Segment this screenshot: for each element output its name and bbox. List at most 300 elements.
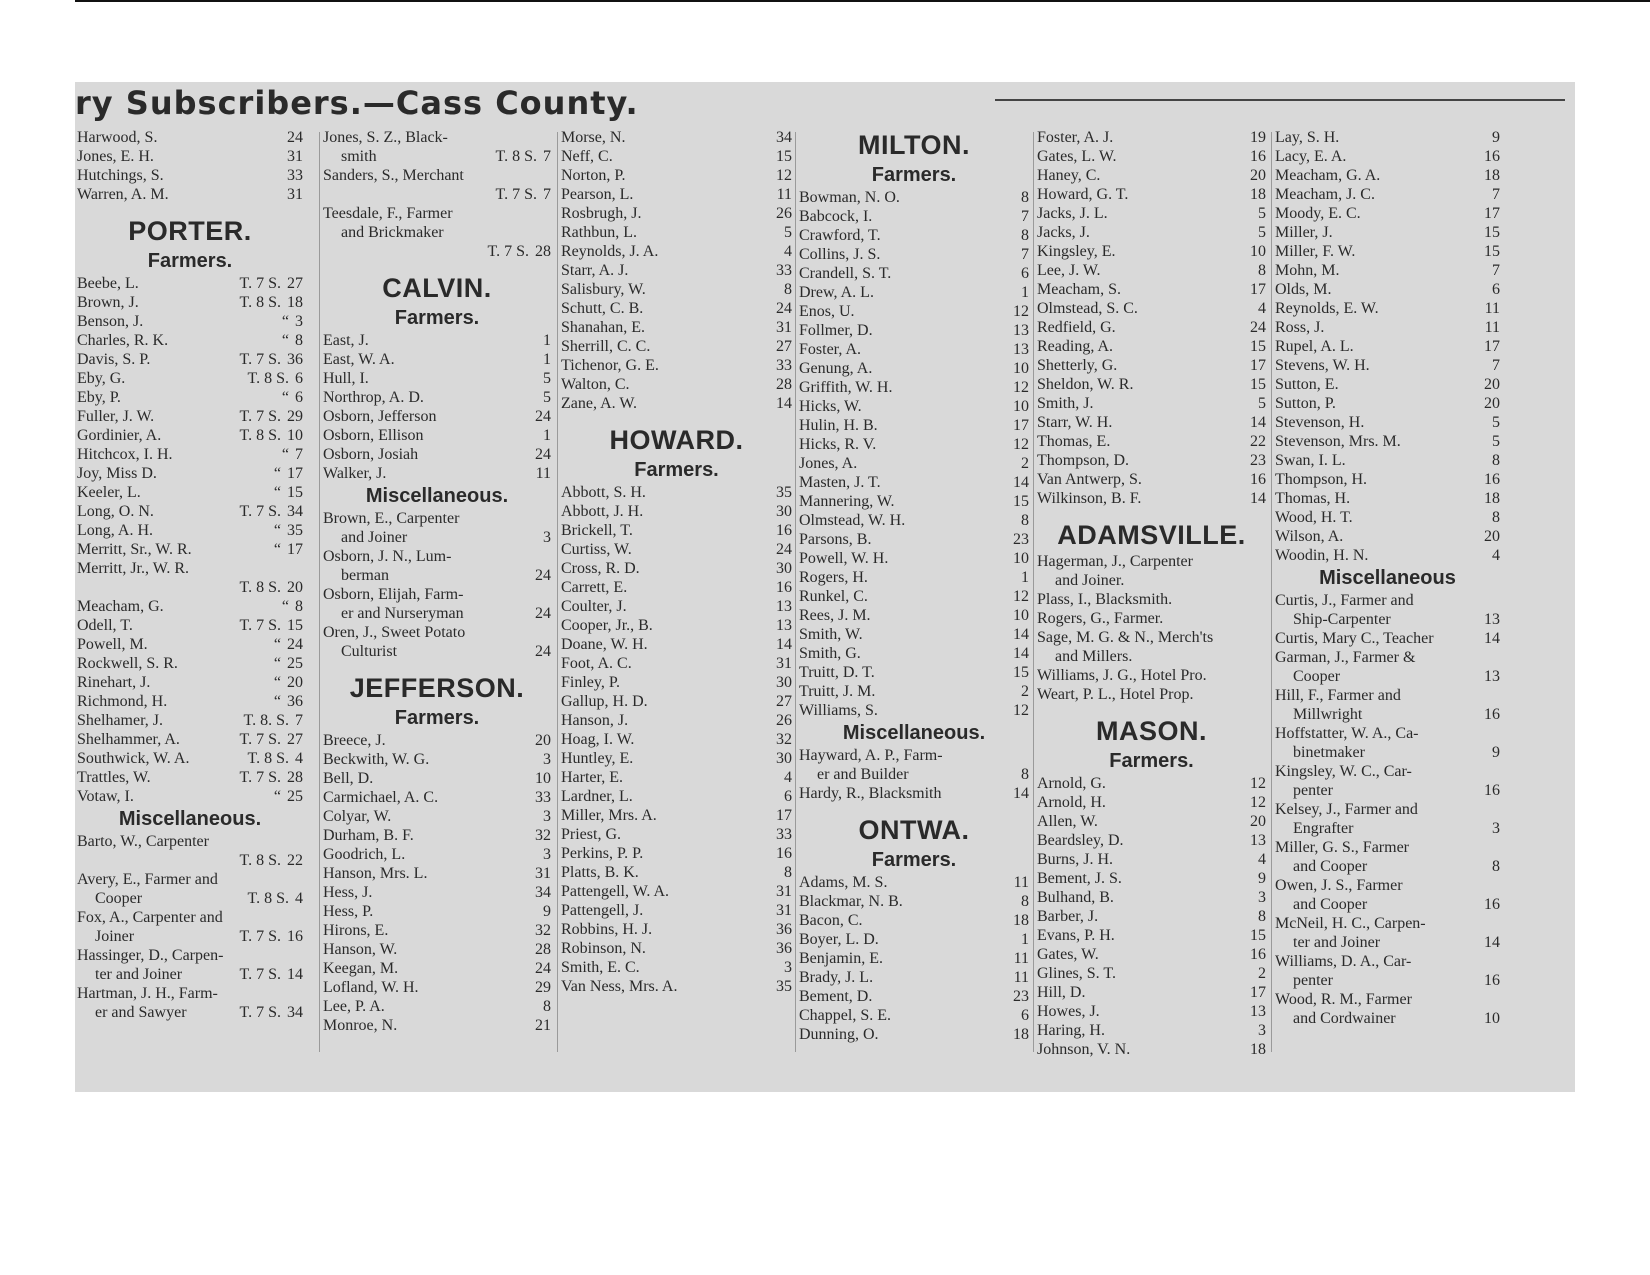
- section-number: 1: [543, 427, 551, 444]
- subscriber-name: Cooper, Jr., B.: [561, 617, 653, 634]
- subscriber-entry: [77, 616, 303, 635]
- subscriber-entry: [323, 997, 551, 1016]
- subscriber-entry: [799, 245, 1029, 264]
- subscriber-name: Starr, W. H.: [1037, 414, 1113, 431]
- section-number: 22: [287, 852, 303, 869]
- subscriber-name: Fuller, J. W.: [77, 408, 155, 425]
- section-number: 14: [1484, 934, 1500, 951]
- section-number: 4: [784, 243, 792, 260]
- column-5: [1037, 128, 1266, 1092]
- subscriber-name: Truitt, D. T.: [799, 664, 875, 681]
- subscriber-entry: [799, 549, 1029, 568]
- subscriber-name: Jacks, J. L.: [1037, 205, 1108, 222]
- subscriber-name: Warren, A. M.: [77, 186, 169, 203]
- subscriber-entry: [561, 318, 792, 337]
- subscriber-entry: [77, 350, 303, 369]
- banner-rule: [995, 99, 1565, 101]
- township-range: T. 7 S.: [239, 617, 281, 634]
- section-number: 4: [295, 750, 303, 767]
- subscriber-entry: [561, 692, 792, 711]
- section-number: 5: [543, 370, 551, 387]
- subscriber-name: Osborn, Josiah: [323, 446, 419, 463]
- subscriber-entry: [1037, 831, 1266, 850]
- subscriber-name: Abbott, S. H.: [561, 484, 646, 501]
- subscriber-name: Keeler, L.: [77, 484, 141, 501]
- section-number: 20: [1484, 528, 1500, 545]
- column-2: [323, 128, 551, 1092]
- subscriber-entry: [323, 464, 551, 483]
- section-number: 14: [1250, 414, 1266, 431]
- subscriber-entry: [799, 606, 1029, 625]
- section-number: 14: [1013, 474, 1029, 491]
- subscriber-name: Beckwith, W. G.: [323, 751, 430, 768]
- subscriber-name: Boyer, L. D.: [799, 931, 879, 948]
- category-heading: Miscellaneous.: [365, 485, 509, 507]
- section-number: 1: [1021, 284, 1029, 301]
- subscriber-name: Walker, J.: [323, 465, 387, 482]
- subscriber-name: Mannering, W.: [799, 493, 895, 510]
- subscriber-name: Masten, J. T.: [799, 474, 881, 491]
- subscriber-entry: [323, 902, 551, 921]
- subscriber-name: Norton, P.: [561, 167, 626, 184]
- subscriber-name: Morse, N.: [561, 129, 626, 146]
- section-number: 18: [1250, 1041, 1266, 1058]
- subscriber-entry: [799, 644, 1029, 663]
- subscriber-name: Brown, J.: [77, 294, 139, 311]
- category-heading: Miscellaneous: [1319, 567, 1456, 589]
- subscriber-entry: [799, 1006, 1029, 1025]
- section-number: 28: [535, 243, 551, 260]
- section-number: 35: [776, 978, 792, 995]
- section-number: 8: [1492, 858, 1500, 875]
- township-range: T. 8 S.: [239, 427, 281, 444]
- subscriber-entry: [561, 711, 792, 730]
- section-number: 17: [1250, 984, 1266, 1001]
- section-number: 30: [776, 503, 792, 520]
- subscriber-name: Cross, R. D.: [561, 560, 640, 577]
- subscriber-name: Brady, J. L.: [799, 969, 874, 986]
- subscriber-name: Pattengell, W. A.: [561, 883, 669, 900]
- section-number: 14: [1013, 645, 1029, 662]
- section-number: 3: [543, 751, 551, 768]
- subscriber-entry: [1275, 686, 1500, 705]
- subscriber-entry: [561, 939, 792, 958]
- subscriber-name: Cooper: [95, 890, 143, 907]
- section-number: 8: [1492, 452, 1500, 469]
- section-number: 5: [1258, 395, 1266, 412]
- subscriber-name: Huntley, E.: [561, 750, 634, 767]
- section-number: 29: [287, 408, 303, 425]
- subscriber-name: penter: [1293, 782, 1333, 799]
- newspaper-clipping: [75, 82, 1575, 1092]
- subscriber-entry: [799, 765, 1029, 784]
- subscriber-name: penter: [1293, 972, 1333, 989]
- subscriber-entry: [77, 540, 303, 559]
- subscriber-entry: [323, 940, 551, 959]
- subscriber-name: Hull, I.: [323, 370, 369, 387]
- subscriber-entry: [323, 864, 551, 883]
- subscriber-name: Durham, B. F.: [323, 827, 414, 844]
- subscriber-entry: [799, 435, 1029, 454]
- subscriber-entry: [561, 394, 792, 413]
- township-heading: PORTER.: [128, 216, 252, 246]
- subscriber-name: Hartman, J. H., Farm-: [77, 985, 218, 1002]
- subscriber-entry: [77, 166, 303, 185]
- section-number: 33: [287, 167, 303, 184]
- subscriber-name: Owen, J. S., Farmer: [1275, 877, 1403, 894]
- section-number: 4: [1258, 851, 1266, 868]
- subscriber-name: Schutt, C. B.: [561, 300, 644, 317]
- section-number: 13: [1484, 668, 1500, 685]
- subscriber-name: Powell, W. H.: [799, 550, 889, 567]
- subscriber-entry: [561, 540, 792, 559]
- section-number: 3: [543, 808, 551, 825]
- section-number: 4: [1258, 300, 1266, 317]
- subscriber-name: Crandell, S. T.: [799, 265, 892, 282]
- section-number: 16: [1250, 148, 1266, 165]
- subscriber-entry: [1275, 990, 1500, 1009]
- subscriber-name: Miller, Mrs. A.: [561, 807, 657, 824]
- subscriber-name: Northrop, A. D.: [323, 389, 424, 406]
- subscriber-name: er and Nurseryman: [341, 605, 464, 622]
- subscriber-entry: [1275, 242, 1500, 261]
- category-heading: Farmers.: [634, 459, 719, 481]
- subscriber-name: Hanson, J.: [561, 712, 629, 729]
- section-number: 12: [1013, 588, 1029, 605]
- subscriber-entry: [1275, 895, 1500, 914]
- subscriber-entry: [1275, 724, 1500, 743]
- column-divider: [557, 132, 558, 1052]
- subscriber-name: Sage, M. G. & N., Merch'ts: [1037, 629, 1214, 646]
- subscriber-entry: [77, 312, 303, 331]
- section-number: 8: [1492, 509, 1500, 526]
- subscriber-entry: [799, 587, 1029, 606]
- subscriber-name: Miller, G. S., Farmer: [1275, 839, 1410, 856]
- subscriber-name: Bement, D.: [799, 988, 873, 1005]
- subscriber-name: Thompson, H.: [1275, 471, 1367, 488]
- subscriber-entry: [799, 1025, 1029, 1044]
- subscriber-entry: [323, 750, 551, 769]
- section-number: 24: [535, 408, 551, 425]
- section-number: 33: [535, 789, 551, 806]
- section-number: 13: [1250, 832, 1266, 849]
- subscriber-name: Hayward, A. P., Farm-: [799, 747, 943, 764]
- subscriber-entry: [561, 768, 792, 787]
- subscriber-name: Miller, J.: [1275, 224, 1333, 241]
- section-number: 14: [1013, 626, 1029, 643]
- section-number: 16: [1250, 471, 1266, 488]
- subscriber-entry: [799, 911, 1029, 930]
- subscriber-name: Sanders, S., Merchant: [323, 167, 464, 184]
- section-number: 16: [1484, 471, 1500, 488]
- subscriber-entry: [1275, 527, 1500, 546]
- township-range: “: [281, 389, 289, 406]
- subscriber-name: Jacks, J.: [1037, 224, 1090, 241]
- subscriber-entry: [77, 407, 303, 426]
- subscriber-name: Smith, G.: [799, 645, 861, 662]
- subscriber-entry: [561, 920, 792, 939]
- section-number: 17: [776, 807, 792, 824]
- township-range: T. 8 S.: [247, 890, 289, 907]
- subscriber-name: Collins, J. S.: [799, 246, 881, 263]
- subscriber-name: Rupel, A. L.: [1275, 338, 1354, 355]
- subscriber-name: Goodrich, L.: [323, 846, 406, 863]
- subscriber-name: Cooper: [1293, 668, 1341, 685]
- subscriber-entry: [799, 511, 1029, 530]
- subscriber-entry: [561, 299, 792, 318]
- section-number: 15: [1013, 493, 1029, 510]
- subscriber-name: Salisbury, W.: [561, 281, 646, 298]
- subscriber-entry: [1037, 394, 1266, 413]
- subscriber-entry: [323, 623, 551, 642]
- subscriber-entry: [323, 731, 551, 750]
- section-number: 6: [1492, 281, 1500, 298]
- subscriber-name: Benjamin, E.: [799, 950, 883, 967]
- subscriber-name: Benson, J.: [77, 313, 144, 330]
- section-number: 7: [1492, 262, 1500, 279]
- subscriber-entry: [323, 604, 551, 623]
- township-range: “: [273, 484, 281, 501]
- section-number: 15: [1484, 224, 1500, 241]
- subscriber-name: Davis, S. P.: [77, 351, 151, 368]
- subscriber-name: Keegan, M.: [323, 960, 399, 977]
- section-number: 13: [1013, 341, 1029, 358]
- section-number: 16: [1484, 148, 1500, 165]
- section-number: 24: [535, 960, 551, 977]
- section-number: 23: [1250, 452, 1266, 469]
- township-range: “: [273, 522, 281, 539]
- section-number: 36: [776, 921, 792, 938]
- column-3: [561, 128, 792, 1092]
- section-number: 8: [1021, 227, 1029, 244]
- subscriber-name: Curtis, J., Farmer and: [1275, 592, 1414, 609]
- subscriber-name: Walton, C.: [561, 376, 630, 393]
- subscriber-name: Long, A. H.: [77, 522, 153, 539]
- section-number: 16: [776, 845, 792, 862]
- subscriber-entry: [323, 331, 551, 350]
- section-number: 31: [535, 865, 551, 882]
- subscriber-name: Bowman, N. O.: [799, 189, 900, 206]
- subscriber-name: ter and Joiner: [1293, 934, 1381, 951]
- subscriber-entry: [1275, 375, 1500, 394]
- subscriber-name: Hess, P.: [323, 903, 374, 920]
- subscriber-name: Robinson, N.: [561, 940, 646, 957]
- subscriber-name: Reading, A.: [1037, 338, 1113, 355]
- section-number: 32: [776, 731, 792, 748]
- township-range: T. 8 S.: [239, 294, 281, 311]
- subscriber-name: Abbott, J. H.: [561, 503, 644, 520]
- subscriber-name: Eby, P.: [77, 389, 121, 406]
- subscriber-entry: [561, 356, 792, 375]
- subscriber-name: Williams, J. G., Hotel Pro.: [1037, 667, 1207, 684]
- township-heading: MILTON.: [858, 130, 970, 160]
- section-number: 2: [1021, 683, 1029, 700]
- section-number: 18: [1484, 167, 1500, 184]
- subscriber-entry: [561, 578, 792, 597]
- section-number: 3: [543, 846, 551, 863]
- subscriber-name: Miller, F. W.: [1275, 243, 1356, 260]
- subscriber-name: Carmichael, A. C.: [323, 789, 439, 806]
- subscriber-entry: [77, 578, 303, 597]
- subscriber-name: Ship-Carpenter: [1293, 611, 1391, 628]
- section-number: 16: [1250, 946, 1266, 963]
- subscriber-entry: [1275, 914, 1500, 933]
- section-number: 10: [1013, 550, 1029, 567]
- subscriber-name: Blackmar, N. B.: [799, 893, 903, 910]
- subscriber-name: Kingsley, W. C., Car-: [1275, 763, 1412, 780]
- section-number: 13: [1484, 611, 1500, 628]
- section-number: 14: [1013, 785, 1029, 802]
- subscriber-name: Rosbrugh, J.: [561, 205, 642, 222]
- subscriber-name: Weart, P. L., Hotel Prop.: [1037, 686, 1194, 703]
- subscriber-name: Hess, J.: [323, 884, 373, 901]
- section-number: 18: [287, 294, 303, 311]
- township-range: “: [273, 693, 281, 710]
- subscriber-entry: [1275, 876, 1500, 895]
- section-number: 8: [1021, 893, 1029, 910]
- township-range: “: [273, 465, 281, 482]
- section-number: 24: [776, 300, 792, 317]
- subscriber-name: Lacy, E. A.: [1275, 148, 1347, 165]
- subscriber-entry: [1037, 907, 1266, 926]
- category-heading: Farmers.: [1109, 750, 1194, 772]
- subscriber-entry: [1275, 451, 1500, 470]
- subscriber-entry: [77, 185, 303, 204]
- subscriber-name: Joy, Miss D.: [77, 465, 157, 482]
- township-heading: CALVIN.: [382, 273, 492, 303]
- subscriber-name: Mohn, M.: [1275, 262, 1340, 279]
- subscriber-entry: [1275, 610, 1500, 629]
- subscriber-entry: [799, 188, 1029, 207]
- subscriber-entry: [77, 711, 303, 730]
- township-range: T. 8 S.: [247, 370, 289, 387]
- section-number: 12: [1013, 379, 1029, 396]
- subscriber-name: Truitt, J. M.: [799, 683, 876, 700]
- subscriber-name: Garman, J., Farmer &: [1275, 649, 1416, 666]
- section-number: 30: [776, 674, 792, 691]
- subscriber-entry: [799, 682, 1029, 701]
- section-number: 20: [1250, 813, 1266, 830]
- subscriber-entry: [799, 359, 1029, 378]
- subscriber-name: Finley, P.: [561, 674, 620, 691]
- subscriber-name: Breece, J.: [323, 732, 386, 749]
- section-number: 16: [1484, 706, 1500, 723]
- section-number: 27: [776, 338, 792, 355]
- subscriber-entry: [799, 746, 1029, 765]
- subscriber-entry: [77, 870, 303, 889]
- section-number: 36: [287, 693, 303, 710]
- subscriber-name: Lay, S. H.: [1275, 129, 1340, 146]
- subscriber-name: Tichenor, G. E.: [561, 357, 659, 374]
- subscriber-entry: [1037, 869, 1266, 888]
- subscriber-entry: [1275, 261, 1500, 280]
- subscriber-entry: [1275, 128, 1500, 147]
- subscriber-name: Rathbun, L.: [561, 224, 637, 241]
- column-1: [77, 128, 303, 1092]
- subscriber-entry: [1037, 223, 1266, 242]
- section-number: 15: [1250, 338, 1266, 355]
- subscriber-name: Kingsley, E.: [1037, 243, 1116, 260]
- section-number: 8: [784, 281, 792, 298]
- subscriber-name: Hill, F., Farmer and: [1275, 687, 1401, 704]
- section-number: 12: [776, 167, 792, 184]
- subscriber-name: and Brickmaker: [341, 224, 444, 241]
- subscriber-name: Hanson, W.: [323, 941, 398, 958]
- subscriber-name: Redfield, G.: [1037, 319, 1116, 336]
- township-heading: JEFFERSON.: [349, 673, 525, 703]
- township-range: T. 7 S.: [239, 503, 281, 520]
- section-number: 11: [1484, 300, 1500, 317]
- subscriber-name: Lofland, W. H.: [323, 979, 419, 996]
- subscriber-entry: [1037, 204, 1266, 223]
- subscriber-entry: [77, 426, 303, 445]
- subscriber-entry: [561, 616, 792, 635]
- subscriber-name: Merritt, Jr., W. R.: [77, 560, 190, 577]
- subscriber-name: Beardsley, D.: [1037, 832, 1124, 849]
- section-number: 11: [1013, 874, 1029, 891]
- subscriber-name: Brown, E., Carpenter: [323, 510, 460, 527]
- section-number: 11: [1013, 969, 1029, 986]
- subscriber-entry: [1275, 432, 1500, 451]
- subscriber-name: Drew, A. L.: [799, 284, 874, 301]
- subscriber-entry: [1275, 667, 1500, 686]
- section-number: 7: [295, 712, 303, 729]
- section-number: 11: [535, 465, 551, 482]
- section-number: 29: [535, 979, 551, 996]
- subscriber-name: Rogers, H.: [799, 569, 868, 586]
- subscriber-name: Howes, J.: [1037, 1003, 1100, 1020]
- subscriber-entry: [1037, 964, 1266, 983]
- subscriber-entry: [561, 749, 792, 768]
- subscriber-name: Adams, M. S.: [799, 874, 888, 891]
- subscriber-name: Burns, J. H.: [1037, 851, 1114, 868]
- section-number: 7: [1492, 186, 1500, 203]
- section-number: 14: [287, 966, 303, 983]
- subscriber-name: Williams, D. A., Car-: [1275, 953, 1412, 970]
- subscriber-entry: [561, 787, 792, 806]
- township-heading: HOWARD.: [609, 425, 744, 455]
- section-number: 8: [1021, 512, 1029, 529]
- section-number: 16: [1484, 896, 1500, 913]
- subscriber-entry: [77, 768, 303, 787]
- subscriber-entry: [1275, 591, 1500, 610]
- subscriber-entry: [323, 369, 551, 388]
- subscriber-name: Powell, M.: [77, 636, 148, 653]
- subscriber-entry: [561, 375, 792, 394]
- section-number: 26: [776, 712, 792, 729]
- subscriber-entry: [77, 908, 303, 927]
- subscriber-entry: [1037, 666, 1266, 685]
- subscriber-name: Shelhammer, A.: [77, 731, 180, 748]
- subscriber-name: Wilson, A.: [1275, 528, 1344, 545]
- section-number: 16: [776, 522, 792, 539]
- subscriber-entry: [799, 701, 1029, 720]
- section-number: 21: [535, 1017, 551, 1034]
- subscriber-name: Reynolds, E. W.: [1275, 300, 1379, 317]
- subscriber-entry: [799, 473, 1029, 492]
- township-range: T. 7 S.: [239, 928, 281, 945]
- subscriber-entry: [561, 635, 792, 654]
- subscriber-entry: [323, 204, 551, 223]
- subscriber-entry: [561, 280, 792, 299]
- section-number: 9: [1492, 129, 1500, 146]
- subscriber-entry: [1037, 185, 1266, 204]
- section-number: 28: [776, 376, 792, 393]
- subscriber-name: Olmstead, S. C.: [1037, 300, 1138, 317]
- subscriber-name: Harter, E.: [561, 769, 623, 786]
- subscriber-entry: [1275, 952, 1500, 971]
- township-range: “: [273, 655, 281, 672]
